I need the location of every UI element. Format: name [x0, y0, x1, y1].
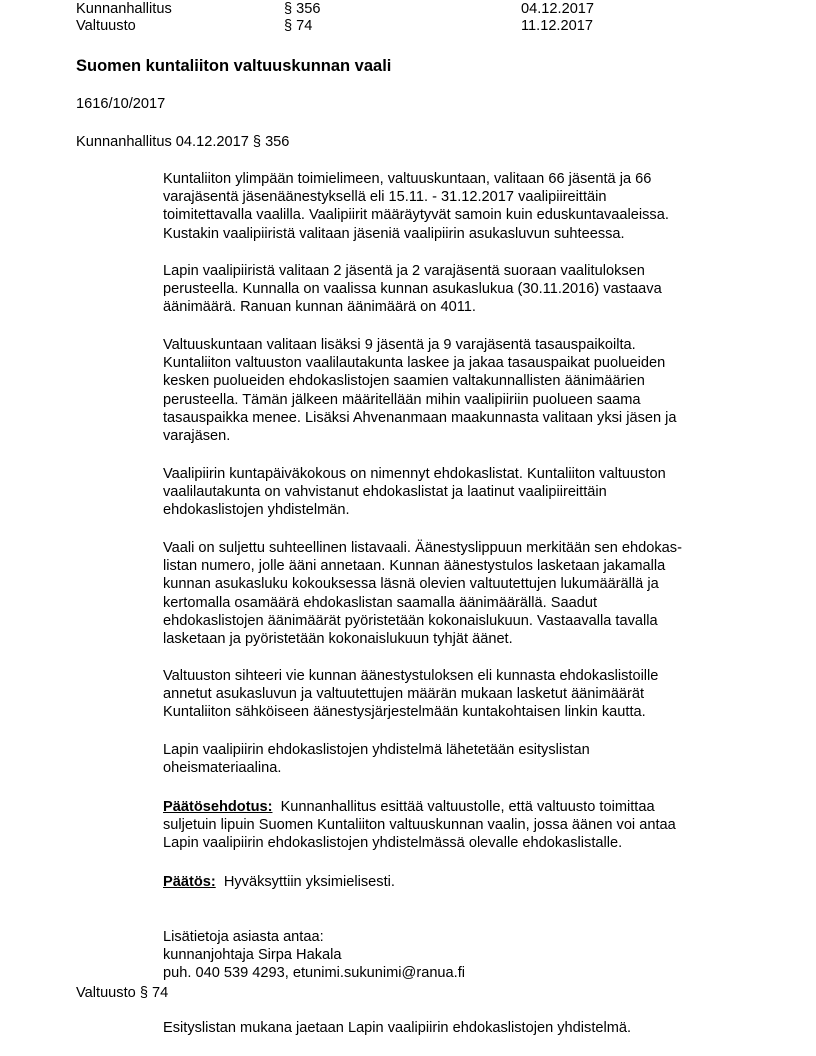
- paragraph-text: Valtuuston sihteeri vie kunnan äänestystuloksen eli kunnasta ehdokaslistoille annetut asukasluvun ja valtuutettujen määrän mukaan lasketut äänimäärät Kuntaliiton sähköiseen äänestysjärjestelmään kuntakohtaisen linkin kautta.: [163, 668, 659, 721]
- header-section: § 356: [284, 1, 321, 17]
- paragraph-text: Valtuuskuntaan valitaan lisäksi 9 jäsentä ja 9 varajäsentä tasauspaikoilta. Kuntaliiton valtuuston vaalilautakunta laskee ja jakaa tasauspaikat puolueiden kesken puolueiden ehdokaslistojen saamien valtakunnallisten äänimäärien perusteella. Tämän jälkeen määritellään mihin vaalipiiriin puolueen saama tasauspaikka menee. Lisäksi Ahvenanmaan maakunnasta valitaan yksi jäsen ja varajäsen.: [163, 337, 677, 445]
- paragraph-text: Vaali on suljettu suhteellinen listavaali. Äänestyslippuun merkitään sen ehdokas- listan numero, jolle ääni annetaan. Kunnan äänestystulos lasketaan jakamalla kunnan asukasluku kokouksessa läsnä olevien valtuutettujen lukumäärällä ja kertomalla osamäärä ehdokaslistan saamalla äänimäärällä. Saadut ehdokaslistojen äänimäärät pyöristetään kokonaislukuun. Vastaavalla tavalla lasketaan ja pyöristetään kokonaislukuun tyhjät äänet.: [163, 540, 682, 648]
- paragraph: [163, 170, 763, 243]
- header-date: 04.12.2017: [521, 1, 595, 17]
- paragraph-text: Kuntaliiton ylimpään toimielimeen, valtuuskuntaan, valitaan 66 jäsentä ja 66 varajäsentä jäsenäänestyksellä eli 15.11. - 31.12.2017 vaalipiireittäin toimitettavalla vaalilla. Vaalipiirit määräytyvät samoin kuin eduskuntavaaleissa. Kustakin vaalipiiristä valitaan jäseniä vaalipiirin asukasluvun suhteessa.: [163, 171, 669, 242]
- header-row: [76, 17, 776, 35]
- paragraph: [163, 465, 763, 520]
- header-section: § 74: [284, 18, 313, 34]
- header-date: 11.12.2017: [521, 18, 593, 34]
- decision-label: Päätös:: [163, 874, 216, 890]
- council-note: Esityslistan mukana jaetaan Lapin vaalipiirin ehdokaslistojen yhdistelmä.: [163, 1020, 632, 1036]
- header-row: [76, 0, 776, 18]
- paragraph-text: Lapin vaalipiiristä valitaan 2 jäsentä ja 2 varajäsentä suoraan vaalituloksen perusteella. Kunnalla on vaalissa kunnan asukaslukua (30.11.2016) vastaava äänimäärä. Ranuan kunnan äänimäärä on 4011.: [163, 263, 662, 316]
- decision-proposal: [163, 798, 763, 853]
- paragraph: [163, 539, 763, 648]
- proposal-label: Päätösehdotus:: [163, 799, 273, 815]
- document-title: Suomen kuntaliiton valtuuskunnan vaali: [76, 57, 392, 75]
- council-reference: Valtuusto § 74: [76, 985, 169, 1001]
- diary-number: 1616/10/2017: [76, 96, 166, 112]
- decision-text: Hyväksyttiin yksimielisesti.: [223, 874, 395, 890]
- contact-details: puh. 040 539 4293, etunimi.sukunimi@ranua.fi: [163, 965, 466, 981]
- header-body: Kunnanhallitus: [76, 1, 172, 17]
- paragraph-text: Lapin vaalipiirin ehdokaslistojen yhdistelmä lähetetään esityslistan oheismateriaalina.: [163, 742, 590, 777]
- proposal-text: Kunnanhallitus esittää valtuustolle, että valtuusto toimittaa suljetuin lipuin Suomen Kuntaliiton valtuuskunnan vaalin, jossa äänen voi antaa Lapin vaalipiirin ehdokaslistojen yhdistelmässä olevalle ehdokaslistalle.: [163, 799, 676, 852]
- contact-intro: Lisätietoja asiasta antaa:: [163, 929, 324, 945]
- header-body: Valtuusto: [76, 18, 136, 34]
- paragraph: [163, 667, 763, 722]
- paragraph: [163, 262, 763, 317]
- paragraph: [163, 336, 763, 445]
- contact-person: kunnanjohtaja Sirpa Hakala: [163, 947, 342, 963]
- paragraph-text: Vaalipiirin kuntapäiväkokous on nimennyt ehdokaslistat. Kuntaliiton valtuuston vaalilautakunta on vahvistanut ehdokaslistat ja laatinut vaalipiireittäin ehdokaslistojen yhdistelmän.: [163, 466, 666, 519]
- meeting-reference: Kunnanhallitus 04.12.2017 § 356: [76, 134, 290, 150]
- decision: [163, 873, 763, 891]
- paragraph: [163, 741, 763, 777]
